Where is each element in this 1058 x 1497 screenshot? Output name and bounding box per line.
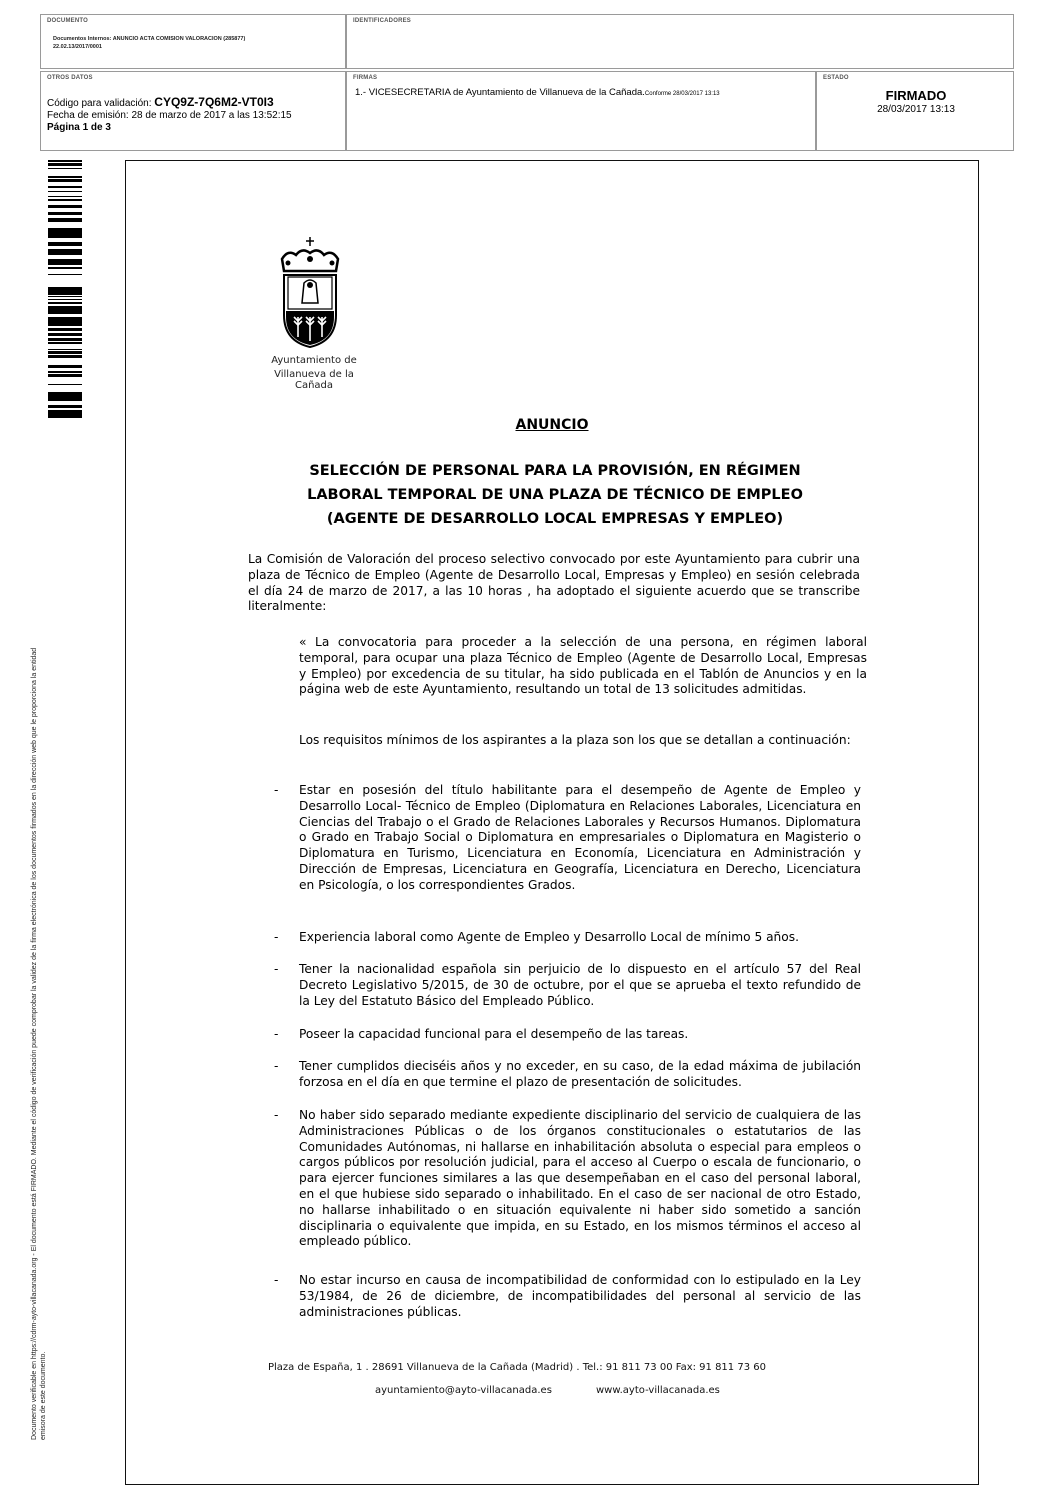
barcode-bar [48,357,82,358]
codigo-label: Código para validación: [47,98,152,109]
barcode-bar [48,168,82,169]
crest-caption-line2: Villanueva de la Cañada [274,369,354,391]
firma-conforme: Conforme 28/03/2017 13:13 [644,91,720,97]
barcode-bar [48,309,82,312]
barcode-bar [48,267,82,269]
otros-datos-caption: OTROS DATOS [47,75,93,81]
bullet-item: Estar en posesión del título habilitante para el desempeño de Agente de Empleo y Desarrollo Local- Técnico de Empleo (Diplomatura en Relaciones Laborales, Licenciatura en Ciencias del Trabajo o el Grado de Relaciones Laborales y Recursos Humanos. Diplomatura o Grado en Trabajo Social o Diplomatura en empresariales o Diplomatura en Magisterio o Diplomatura en Turismo, Licenciatura en Economía, Licenciatura en Administración y Dirección de Empresas, Licenciatura en Geografía, Licenciatura en Derecho, Licenciatura en Psicología, o los correspondientes Grados. [299,783,861,892]
barcode-bar [48,196,82,197]
barcode-bar [48,312,82,314]
barcode-bar [48,365,82,368]
documento-line2: 22.02.13/2017/0001 [53,44,102,50]
barcode-bar [48,191,82,192]
barcode-bar [48,392,82,395]
barcode-bar [48,413,82,416]
footer-address: Plaza de España, 1 . 28691 Villanueva de la Cañada (Madrid) . Tel.: 91 811 73 00 Fax: 91 811 73 60 [268,1362,766,1373]
documento-line1: Documentos Internos: ANUNCIO ACTA COMISION VALORACION (285877) [53,36,246,42]
barcode-bar [48,299,82,300]
intro-paragraph: La Comisión de Valoración del proceso selectivo convocado por este Ayuntamiento para cubrir una plaza de Técnico de Empleo (Agente de Desarrollo Local, Empresas y Empleo) en sesión celebrada el día 24 de marzo de 2017, a las 10 horas , ha adoptado el siguiente acuerdo que se transcribe literalmente: [248,552,860,614]
estado-date: 28/03/2017 13:13 [877,104,955,115]
quote-paragraph-2: Los requisitos mínimos de los aspirantes a la plaza son los que se detallan a continuación: [299,733,851,747]
footer-email: ayuntamiento@ayto-villacanada.es [375,1385,552,1396]
barcode-bar [48,417,82,418]
barcode-bar [48,176,82,178]
barcode-bar [48,250,82,252]
document-heading: ANUNCIO [515,417,589,433]
barcode-bar [48,319,82,322]
footer-web: www.ayto-villacanada.es [596,1385,720,1396]
bullet-item: Tener cumplidos dieciséis años y no exceder, en su caso, de la edad máxima de jubilación forzosa en el día en que termine el plazo de presentación de solicitudes. [299,1059,861,1089]
barcode-bar [48,355,82,356]
header-firmas-box [346,71,816,151]
bullet-marker: - [274,1273,279,1287]
barcode-bar [48,302,82,304]
codigo-validacion [47,97,274,109]
header-documento-box [40,14,346,69]
estado-caption: ESTADO [823,75,849,81]
barcode-bar [48,410,82,413]
barcode-bar [48,218,82,220]
bullet-marker: - [274,1027,279,1041]
documento-caption: DOCUMENTO [47,18,89,24]
bullet-item: No estar incurso en causa de incompatibilidad de conformidad con lo estipulado en la Ley 53/1984, de 26 de diciembre, de incompatibilidades del personal al servicio de las administraciones públicas. [299,1273,861,1319]
quote-paragraph-1: « La convocatoria para proceder a la selección de una persona, en régimen laboral temporal, para ocupar una plaza Técnico de Empleo (Agente de Desarrollo Local, Empresas y Empleo) por excedencia de su titular, ha sido publicada en el Tablón de Anuncios y en la página web de este Ayuntamiento, resultando un total de 13 solicitudes admitidas. [299,635,867,697]
barcode-bar [48,288,82,290]
header-estado-box [816,71,1014,151]
bullet-item: Experiencia laboral como Agente de Empleo y Desarrollo Local de mínimo 5 años. [299,930,799,944]
pagina-info: Página 1 de 3 [47,122,111,133]
barcode-bar [48,200,82,201]
barcode-bar [48,395,82,396]
barcode-bar [48,290,82,292]
bullet-item: No haber sido separado mediante expediente disciplinario del servicio de cualquiera de las Administraciones Públicas o de los órganos constitucionales o estatutarios de las Comunidades Autónomas, ni hallarse en inhabilitación absoluta o especial para empleos o cargos públicos por resolución judicial, para el acceso al Cuerpo o escala de funcionario, o para ejercer funciones similares a las que desempeñaban en el caso del personal laboral, en el que hubiese sido separado o inhabilitado. En el caso de ser nacional de otro Estado, no hallarse inhabilitado o en situación equivalente ni haber sido sometido a sanción disciplinaria o equivalente que impida, en su Estado, en los mismos términos el acceso al empleado público. [299,1108,861,1249]
barcode-bar [48,292,82,295]
barcode-bar [48,264,82,265]
side-verification-text [30,440,48,1440]
bullet-marker: - [274,1059,279,1073]
firmas-caption: FIRMAS [353,75,378,81]
barcode-bar [48,220,82,222]
barcode-bar [48,229,82,232]
barcode-bar [48,235,82,238]
crest-caption-line1: Ayuntamiento de [271,355,357,366]
bullet-marker: - [274,1108,279,1122]
barcode-bar [48,374,82,375]
header-identificadores-box [346,14,1014,69]
title-line2: LABORAL TEMPORAL DE UNA PLAZA DE TÉCNICO DE EMPLEO [307,487,803,503]
barcode-bar [48,259,82,262]
firma-text: 1.- VICESECRETARIA de Ayuntamiento de Villanueva de la Cañada. [355,87,645,98]
barcode-bar [48,371,82,373]
barcode-bar [48,160,82,162]
barcode [48,160,82,418]
barcode-bar [48,163,82,165]
title-line1: SELECCIÓN DE PERSONAL PARA LA PROVISIÓN, EN RÉGIMEN [309,463,801,479]
codigo-value: CYQ9Z-7Q6M2-VT0I3 [154,95,274,109]
barcode-bar [48,338,82,341]
estado-value: FIRMADO [885,88,947,103]
barcode-bar [48,232,82,235]
side-text-line2: emisora de este documento. [40,1351,47,1440]
barcode-bar [48,333,82,336]
barcode-bar [48,342,82,344]
barcode-bar [48,205,82,208]
firma-line [355,87,720,100]
barcode-bar [48,179,82,182]
barcode-bar [48,252,82,254]
barcode-bar [48,396,82,399]
barcode-bar [48,416,82,417]
bullet-marker: - [274,930,279,944]
bullet-marker: - [274,962,279,976]
coat-of-arms-icon [274,237,346,349]
barcode-bar [48,199,82,200]
barcode-bar [48,324,82,326]
barcode-bar [48,254,82,255]
barcode-bar [48,287,82,288]
barcode-bar [48,328,82,331]
barcode-bar [48,306,82,307]
barcode-bar [48,245,82,246]
barcode-bar [48,384,82,385]
barcode-bar [48,165,82,166]
fecha-emision: Fecha de emisión: 28 de marzo de 2017 a las 13:52:15 [47,110,292,121]
barcode-bar [48,351,82,354]
bullet-item: Poseer la capacidad funcional para el desempeño de las tareas. [299,1027,689,1041]
barcode-bar [48,274,82,275]
barcode-bar [48,322,82,324]
bullet-marker: - [274,783,279,797]
barcode-bar [48,356,82,357]
bullet-item: Tener la nacionalidad española sin perjuicio de lo dispuesto en el artículo 57 del Real Decreto Legislativo 5/2015, de 30 de octubre, por el que se aprueba el texto refundido de la Ley del Estatuto Básico del Empleado Público. [299,962,861,1008]
barcode-bar [48,405,82,406]
title-line3: (AGENTE DE DESARROLLO LOCAL EMPRESAS Y EMPLEO) [326,511,784,527]
barcode-bar [48,349,82,350]
barcode-bar [48,296,82,297]
barcode-bar [48,262,82,264]
barcode-bar [48,249,82,250]
barcode-bar [48,228,82,229]
barcode-bar [48,317,82,319]
barcode-bar [48,406,82,408]
identificadores-caption: IDENTIFICADORES [353,18,412,24]
barcode-bar [48,186,82,188]
header-otros-datos-box [40,71,346,151]
barcode-bar [48,307,82,309]
barcode-bar [48,242,82,245]
barcode-bar [48,399,82,401]
barcode-bar [48,375,82,377]
side-text-line1: Documento verificable en https://cdrm-ayto-villacanada.org - El documento está FIRMADO. Mediante el código de verificación puede comprobar la validez de la firma electrónica de los documentos firmados en la dirección web que le proporciona la entidad [31,647,38,1440]
barcode-bar [48,212,82,215]
